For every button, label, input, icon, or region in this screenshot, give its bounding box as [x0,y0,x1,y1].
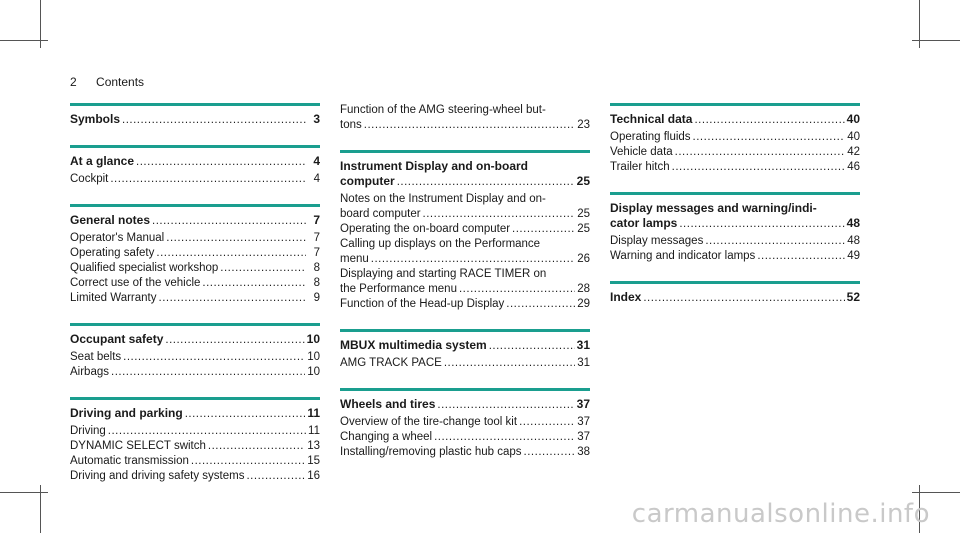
leader-dots [397,175,575,190]
toc-entry-text: tons [340,119,362,131]
section-title-page: 11 [307,406,320,420]
toc-entry[interactable] [70,365,320,380]
toc-entry-page: 37 [577,416,590,428]
toc-entry-page: 16 [307,470,320,482]
section-rule [340,150,590,153]
section-rule [70,397,320,400]
section-title[interactable] [610,112,860,128]
leader-dots [519,415,575,430]
toc-section [610,103,860,175]
crop-mark [912,40,960,41]
section-title-page: 48 [846,216,860,230]
toc-entry-page: 37 [577,431,590,443]
leader-dots [705,234,845,249]
toc-entry-text: Overview of the tire-change tool kit [340,416,518,428]
leader-dots [208,439,305,454]
section-rule [610,281,860,284]
toc-entry-text: DYNAMIC SELECT switch [70,440,206,452]
toc-entry[interactable] [340,415,590,430]
toc-entry[interactable] [340,118,590,133]
leader-dots [364,118,575,133]
section-rule [610,192,860,195]
toc-entry[interactable] [340,252,590,267]
leader-dots [672,160,846,175]
toc-entry[interactable] [70,172,320,187]
section-rule [340,329,590,332]
toc-entry-page: 4 [313,173,320,185]
section-title-page: 37 [576,397,590,411]
section-title-text: Driving and parking [70,406,183,420]
section-title-text: Wheels and tires [340,397,436,411]
toc-entry[interactable] [70,439,320,454]
section-title[interactable] [70,154,320,170]
leader-dots [185,407,306,422]
section-title-text: cator lamps [610,216,678,230]
toc-entry-page: 26 [577,253,590,265]
toc-entry-lead: Displaying and starting RACE TIMER on [340,268,547,280]
section-title-lead: Instrument Display and on-board [340,159,529,173]
section-rule [340,388,590,391]
toc-section [340,103,590,133]
toc-entry-text: Operating fluids [610,131,691,143]
toc-entry-page: 25 [577,208,590,220]
leader-dots [246,469,305,484]
leader-dots [156,246,306,261]
leader-dots [110,172,306,187]
section-title-text: Symbols [70,112,121,126]
toc-entry[interactable] [610,145,860,160]
toc-entry[interactable] [610,249,860,264]
toc-entry-page: 7 [313,232,320,244]
toc-entry[interactable] [340,207,590,222]
toc-entry-page: 15 [307,455,320,467]
toc-entry[interactable] [340,297,590,312]
toc-entry-page: 11 [308,425,320,437]
toc-entry[interactable] [70,454,320,469]
leader-dots [524,445,576,460]
toc-entry-text: Seat belts [70,351,122,363]
toc-section [610,281,860,306]
toc-entry-text: Trailer hitch [610,161,670,173]
section-title-page: 52 [846,290,860,304]
leader-dots [643,291,844,306]
leader-dots [166,231,306,246]
toc-column-3 [610,103,860,323]
toc-entry-text: Installing/removing plastic hub caps [340,446,522,458]
section-rule [70,103,320,106]
leader-dots [437,398,574,413]
watermark: carmanualsonline.info [631,499,930,529]
toc-entry-text: board computer [340,208,421,220]
toc-entry-page: 7 [313,247,320,259]
toc-section [70,323,320,380]
section-title[interactable] [340,338,590,354]
section-title[interactable] [610,216,860,232]
section-title-text: At a glance [70,154,135,168]
toc-column-1 [70,103,320,501]
leader-dots [165,333,304,348]
section-title-text: MBUX multimedia system [340,338,487,352]
toc-entry[interactable] [70,424,320,439]
leader-dots [371,252,575,267]
toc-entry-page: 10 [307,366,320,378]
toc-entry-text: Airbags [70,366,109,378]
leader-dots [757,249,845,264]
toc-entry[interactable] [610,130,860,145]
crop-mark [0,40,48,41]
leader-dots [489,339,575,354]
toc-entry[interactable] [70,291,320,306]
toc-entry[interactable] [340,356,590,371]
leader-dots [694,113,844,128]
toc-entry[interactable] [70,246,320,261]
toc-entry[interactable] [70,469,320,484]
leader-dots [191,454,305,469]
crop-mark [0,492,48,493]
toc-entry[interactable] [70,276,320,291]
toc-entry[interactable] [70,231,320,246]
toc-section [70,204,320,306]
leader-dots [675,145,846,160]
section-title-text: Technical data [610,112,693,126]
toc-entry-page: 25 [577,223,590,235]
section-title-text: General notes [70,213,151,227]
section-title-lead: Display messages and warning/indi- [610,201,817,215]
section-title[interactable] [340,174,590,190]
section-title-page: 7 [313,213,320,227]
toc-entry-page: 9 [313,292,320,304]
toc-entry[interactable] [610,234,860,249]
leader-dots [512,222,575,237]
section-title[interactable] [70,213,320,229]
toc-entry-text: Vehicle data [610,146,673,158]
toc-section [70,145,320,187]
section-title[interactable] [70,332,320,348]
leader-dots [506,297,575,312]
leader-dots [159,291,307,306]
toc-entry-text: menu [340,253,369,265]
page-number: 2 [70,75,77,89]
leader-dots [693,130,846,145]
toc-entry[interactable] [340,445,590,460]
section-title-page: 40 [846,112,860,126]
page-header [70,75,144,89]
leader-dots [434,430,575,445]
toc-entry-lead: Notes on the Instrument Display and on- [340,193,546,205]
leader-dots [423,207,576,222]
crop-mark [912,492,960,493]
toc-entry-text: Cockpit [70,173,109,185]
section-title-text: computer [340,174,395,188]
toc-entry-text: AMG TRACK PACE [340,357,442,369]
leader-dots [202,276,306,291]
toc-entry[interactable] [610,160,860,175]
toc-entry-text: Warning and indicator lamps [610,250,756,262]
toc-section [340,150,590,312]
toc-entry-text: Correct use of the vehicle [70,277,201,289]
section-title-page: 3 [313,112,320,126]
leader-dots [136,155,306,170]
toc-entry[interactable] [340,222,590,237]
toc-entry-text: the Performance menu [340,283,457,295]
page-title: Contents [96,75,145,89]
toc-entry[interactable] [340,282,590,297]
toc-entry-page: 23 [577,119,590,131]
toc-section [340,329,590,371]
toc-entry-lead: Calling up displays on the Performance [340,238,541,250]
toc-entry-text: Driving [70,425,106,437]
toc-entry-page: 48 [847,235,860,247]
section-rule [610,103,860,106]
toc-entry[interactable] [70,350,320,365]
section-rule [70,323,320,326]
toc-entry-page: 8 [313,277,320,289]
toc-entry[interactable] [70,261,320,276]
toc-entry-lead: Function of the AMG steering-wheel but- [340,104,546,116]
section-title-text: Index [610,290,642,304]
leader-dots [220,261,306,276]
toc-entry-page: 40 [847,131,860,143]
section-rule [70,204,320,207]
leader-dots [123,350,305,365]
toc-entry-text: Operator's Manual [70,232,165,244]
section-title[interactable] [70,112,320,128]
toc-entry-text: Limited Warranty [70,292,157,304]
leader-dots [679,217,844,232]
toc-entry-page: 29 [577,298,590,310]
toc-section [340,388,590,460]
toc-entry-page: 42 [847,146,860,158]
toc-entry[interactable] [340,430,590,445]
toc-column-2 [340,103,590,477]
section-title[interactable] [70,406,320,422]
toc-entry-page: 13 [307,440,320,452]
toc-entry-text: Automatic transmission [70,455,189,467]
section-title-text: Occupant safety [70,332,164,346]
section-rule [70,145,320,148]
toc-entry-page: 38 [577,446,590,458]
toc-entry-text: Driving and driving safety systems [70,470,245,482]
toc-entry-text: Operating safety [70,247,155,259]
toc-entry-text: Operating the on-board computer [340,223,511,235]
toc-entry-text: Qualified specialist workshop [70,262,219,274]
toc-section [70,103,320,128]
leader-dots [152,214,306,229]
leader-dots [122,113,306,128]
toc-entry-page: 10 [307,351,320,363]
leader-dots [108,424,306,439]
section-title[interactable] [610,290,860,306]
toc-entry-page: 46 [847,161,860,173]
section-title[interactable] [340,397,590,413]
section-title-page: 4 [313,154,320,168]
toc-section [610,192,860,264]
leader-dots [459,282,575,297]
toc-entry-text: Function of the Head-up Display [340,298,505,310]
leader-dots [444,356,575,371]
section-title-page: 25 [576,174,590,188]
toc-entry-page: 31 [577,357,590,369]
leader-dots [111,365,305,380]
toc-entry-page: 8 [313,262,320,274]
toc-entry-page: 28 [577,283,590,295]
toc-entry-page: 49 [847,250,860,262]
toc-entry-text: Changing a wheel [340,431,433,443]
toc-section [70,397,320,484]
toc-entry-text: Display messages [610,235,704,247]
section-title-page: 31 [576,338,590,352]
section-title-page: 10 [306,332,320,346]
